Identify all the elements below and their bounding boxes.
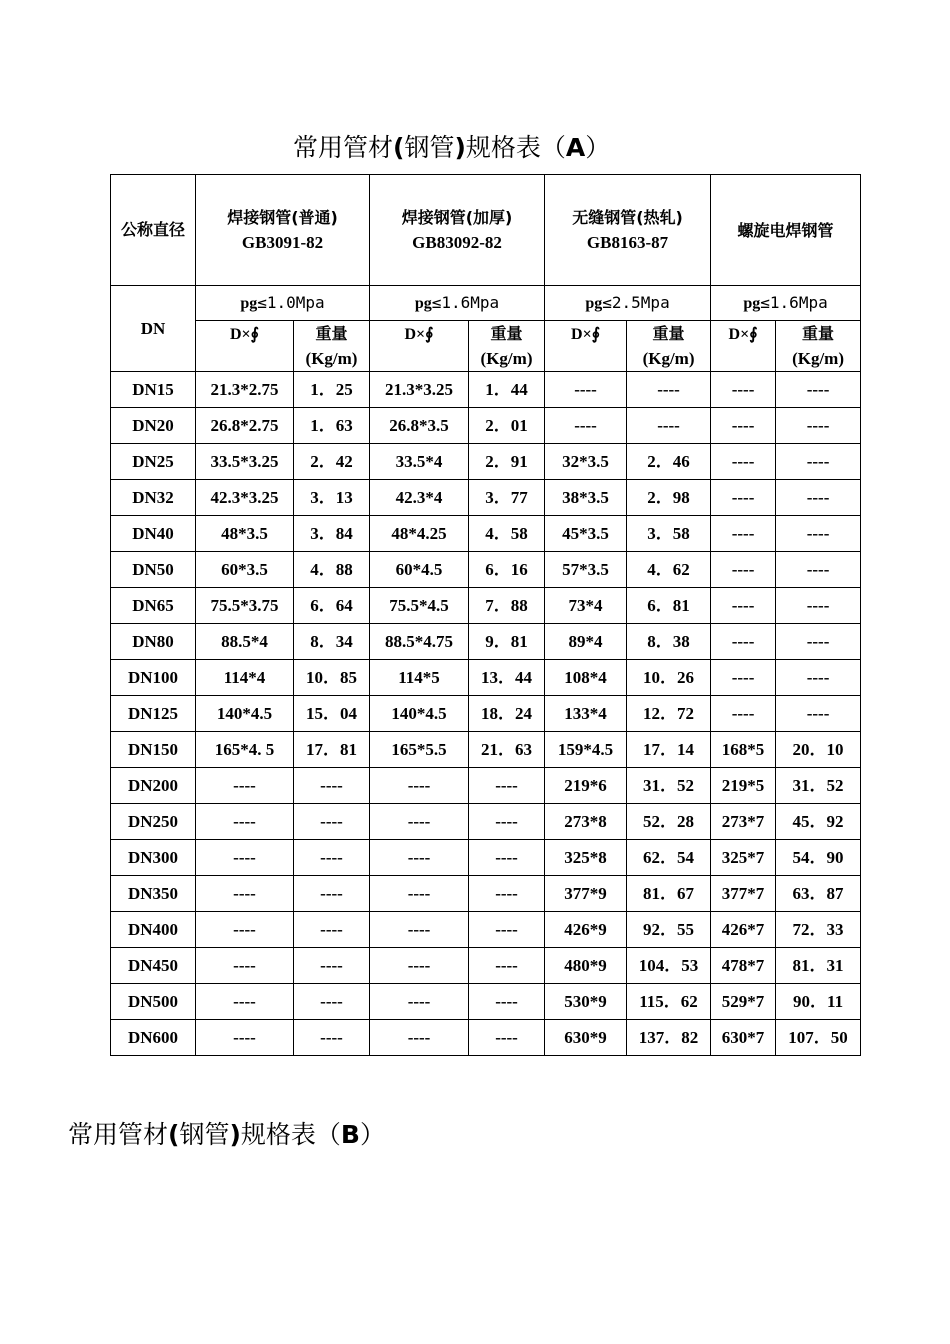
weight-cell: 45．92 bbox=[776, 804, 861, 840]
dimension-cell: 75.5*3.75 bbox=[196, 588, 294, 624]
table-row bbox=[111, 480, 861, 516]
weight-cell: 52．28 bbox=[627, 804, 711, 840]
title-paren-open: ( bbox=[168, 1120, 180, 1149]
title-text: 常用管材 bbox=[293, 133, 394, 162]
dimension-cell: 133*4 bbox=[545, 696, 627, 732]
table-b-title bbox=[68, 1120, 385, 1150]
weight-cell: ---- bbox=[294, 984, 370, 1020]
table-row bbox=[111, 840, 861, 876]
weight-header bbox=[469, 321, 545, 372]
dimension-cell: 140*4.5 bbox=[196, 696, 294, 732]
table-row bbox=[111, 876, 861, 912]
weight-cell: 6．64 bbox=[294, 588, 370, 624]
dimension-cell: ---- bbox=[370, 876, 469, 912]
weight-cell: ---- bbox=[469, 948, 545, 984]
dimension-cell: ---- bbox=[196, 912, 294, 948]
dimension-cell: ---- bbox=[196, 840, 294, 876]
dimension-cell: 273*7 bbox=[711, 804, 776, 840]
dimension-cell: 48*4.25 bbox=[370, 516, 469, 552]
dim-label: D×∮ bbox=[728, 326, 758, 343]
weight-cell: ---- bbox=[294, 912, 370, 948]
pressure-prefix: pg bbox=[414, 295, 432, 312]
title-text: ） bbox=[585, 133, 611, 162]
weight-cell: 7．88 bbox=[469, 588, 545, 624]
weight-cell: 8．38 bbox=[627, 624, 711, 660]
weight-cell: 3．13 bbox=[294, 480, 370, 516]
title-text: 规格表（ bbox=[240, 1120, 341, 1149]
weight-cell: ---- bbox=[776, 408, 861, 444]
dimension-cell: 26.8*2.75 bbox=[196, 408, 294, 444]
group-name: 无缝钢管(热轧) bbox=[572, 208, 683, 227]
dimension-cell: 33.5*4 bbox=[370, 444, 469, 480]
table-row bbox=[111, 408, 861, 444]
dimension-cell: 159*4.5 bbox=[545, 732, 627, 768]
dimension-cell: ---- bbox=[711, 444, 776, 480]
dimension-cell: ---- bbox=[545, 408, 627, 444]
dn-cell: DN400 bbox=[111, 912, 196, 948]
table-row bbox=[111, 660, 861, 696]
dimension-cell: 478*7 bbox=[711, 948, 776, 984]
weight-cell: 3．58 bbox=[627, 516, 711, 552]
table-row bbox=[111, 588, 861, 624]
dimension-cell: 630*7 bbox=[711, 1020, 776, 1056]
dimension-cell: 89*4 bbox=[545, 624, 627, 660]
weight-cell: ---- bbox=[627, 372, 711, 408]
table-body bbox=[111, 175, 861, 1056]
dn-cell: DN500 bbox=[111, 984, 196, 1020]
weight-cell: ---- bbox=[469, 912, 545, 948]
group-standard: GB83092-82 bbox=[412, 233, 502, 252]
dimension-cell: ---- bbox=[711, 624, 776, 660]
dimension-cell: 21.3*2.75 bbox=[196, 372, 294, 408]
dimension-cell: 60*3.5 bbox=[196, 552, 294, 588]
weight-unit: (Kg/m) bbox=[642, 349, 695, 368]
weight-cell: 72．33 bbox=[776, 912, 861, 948]
table-row bbox=[111, 516, 861, 552]
dimension-cell: 325*8 bbox=[545, 840, 627, 876]
dim-header bbox=[545, 321, 627, 372]
table-row bbox=[111, 984, 861, 1020]
dimension-cell: ---- bbox=[370, 984, 469, 1020]
table-row bbox=[111, 696, 861, 732]
dimension-cell: ---- bbox=[196, 804, 294, 840]
dim-label: D×∮ bbox=[404, 326, 434, 343]
pressure-value: ≤1.6Mpa bbox=[760, 293, 828, 312]
dimension-cell: 88.5*4.75 bbox=[370, 624, 469, 660]
dimension-cell: 57*3.5 bbox=[545, 552, 627, 588]
weight-cell: 63．87 bbox=[776, 876, 861, 912]
dn-cell: DN450 bbox=[111, 948, 196, 984]
table-row bbox=[111, 372, 861, 408]
header-row-columns bbox=[111, 321, 861, 372]
dn-cell: DN25 bbox=[111, 444, 196, 480]
group-name: 焊接钢管(加厚) bbox=[401, 208, 513, 227]
weight-unit: (Kg/m) bbox=[305, 349, 358, 368]
group-header-welded-thick bbox=[370, 175, 545, 286]
weight-cell: 137．82 bbox=[627, 1020, 711, 1056]
pressure-prefix: pg bbox=[585, 295, 603, 312]
weight-unit: (Kg/m) bbox=[480, 349, 533, 368]
group-header-welded-standard bbox=[196, 175, 370, 286]
dimension-cell: ---- bbox=[370, 768, 469, 804]
weight-cell: 31．52 bbox=[627, 768, 711, 804]
table-row bbox=[111, 624, 861, 660]
dimension-cell: 529*7 bbox=[711, 984, 776, 1020]
weight-cell: 1．63 bbox=[294, 408, 370, 444]
dimension-cell: 73*4 bbox=[545, 588, 627, 624]
dimension-cell: 377*9 bbox=[545, 876, 627, 912]
weight-cell: 90．11 bbox=[776, 984, 861, 1020]
weight-cell: 8．34 bbox=[294, 624, 370, 660]
dimension-cell: ---- bbox=[711, 372, 776, 408]
table-row bbox=[111, 1020, 861, 1056]
weight-cell: ---- bbox=[776, 624, 861, 660]
dimension-cell: 377*7 bbox=[711, 876, 776, 912]
group-name: 焊接钢管(普通) bbox=[227, 208, 338, 227]
weight-cell: 10．26 bbox=[627, 660, 711, 696]
weight-cell: ---- bbox=[294, 840, 370, 876]
weight-cell: 107．50 bbox=[776, 1020, 861, 1056]
title-text: ） bbox=[359, 1120, 385, 1149]
dimension-cell: ---- bbox=[370, 912, 469, 948]
weight-cell: ---- bbox=[469, 768, 545, 804]
weight-cell: 2．98 bbox=[627, 480, 711, 516]
group-standard: GB8163-87 bbox=[586, 233, 669, 252]
weight-cell: ---- bbox=[627, 408, 711, 444]
weight-cell: 2．42 bbox=[294, 444, 370, 480]
dimension-cell: 426*7 bbox=[711, 912, 776, 948]
dimension-cell: 26.8*3.5 bbox=[370, 408, 469, 444]
dimension-cell: 60*4.5 bbox=[370, 552, 469, 588]
weight-cell: 12．72 bbox=[627, 696, 711, 732]
pressure-value: ≤1.6Mpa bbox=[431, 293, 500, 312]
dimension-cell: ---- bbox=[196, 876, 294, 912]
table-row bbox=[111, 444, 861, 480]
dimension-cell: 140*4.5 bbox=[370, 696, 469, 732]
table-row bbox=[111, 912, 861, 948]
pressure-prefix: pg bbox=[240, 295, 258, 312]
dimension-cell: ---- bbox=[196, 984, 294, 1020]
dim-header bbox=[711, 321, 776, 372]
dimension-cell: 630*9 bbox=[545, 1020, 627, 1056]
dimension-cell: 168*5 bbox=[711, 732, 776, 768]
dn-cell: DN200 bbox=[111, 768, 196, 804]
weight-cell: 2．91 bbox=[469, 444, 545, 480]
weight-cell: ---- bbox=[469, 840, 545, 876]
dn-cell: DN20 bbox=[111, 408, 196, 444]
weight-cell: ---- bbox=[294, 1020, 370, 1056]
dimension-cell: ---- bbox=[711, 480, 776, 516]
pressure-value: ≤2.5Mpa bbox=[602, 293, 670, 312]
weight-cell: ---- bbox=[776, 516, 861, 552]
dimension-cell: ---- bbox=[196, 1020, 294, 1056]
weight-cell: 18．24 bbox=[469, 696, 545, 732]
weight-cell: 81．31 bbox=[776, 948, 861, 984]
dn-cell: DN80 bbox=[111, 624, 196, 660]
dim-label: D×∮ bbox=[229, 326, 259, 343]
nominal-diameter-header: 公称直径 bbox=[111, 175, 196, 286]
weight-cell: 9．81 bbox=[469, 624, 545, 660]
weight-cell: 6．16 bbox=[469, 552, 545, 588]
weight-cell: 21．63 bbox=[469, 732, 545, 768]
weight-cell: 3．84 bbox=[294, 516, 370, 552]
weight-cell: 31．52 bbox=[776, 768, 861, 804]
dimension-cell: 108*4 bbox=[545, 660, 627, 696]
dimension-cell: ---- bbox=[370, 804, 469, 840]
weight-cell: ---- bbox=[776, 588, 861, 624]
group-header-seamless bbox=[545, 175, 711, 286]
weight-header bbox=[627, 321, 711, 372]
dn-cell: DN250 bbox=[111, 804, 196, 840]
weight-cell: 2．46 bbox=[627, 444, 711, 480]
weight-label: 重量 bbox=[802, 324, 835, 343]
dimension-cell: ---- bbox=[196, 768, 294, 804]
weight-cell: 1．25 bbox=[294, 372, 370, 408]
dimension-cell: 21.3*3.25 bbox=[370, 372, 469, 408]
dimension-cell: 325*7 bbox=[711, 840, 776, 876]
dimension-cell: ---- bbox=[711, 552, 776, 588]
weight-cell: 3．77 bbox=[469, 480, 545, 516]
steel-pipe-spec-table bbox=[110, 174, 861, 1056]
weight-cell: 4．88 bbox=[294, 552, 370, 588]
weight-label: 重量 bbox=[652, 324, 685, 343]
group-name: 螺旋电焊钢管 bbox=[737, 220, 834, 240]
weight-cell: 4．62 bbox=[627, 552, 711, 588]
dimension-cell: 530*9 bbox=[545, 984, 627, 1020]
weight-cell: ---- bbox=[294, 768, 370, 804]
weight-cell: ---- bbox=[776, 696, 861, 732]
weight-cell: ---- bbox=[294, 804, 370, 840]
weight-cell: ---- bbox=[469, 1020, 545, 1056]
weight-cell: ---- bbox=[469, 984, 545, 1020]
weight-cell: 1．44 bbox=[469, 372, 545, 408]
dn-cell: DN600 bbox=[111, 1020, 196, 1056]
table-row bbox=[111, 948, 861, 984]
weight-cell: ---- bbox=[776, 660, 861, 696]
title-text: 钢管 bbox=[404, 133, 455, 162]
weight-cell: 17．81 bbox=[294, 732, 370, 768]
dimension-cell: ---- bbox=[711, 660, 776, 696]
dimension-cell: 114*4 bbox=[196, 660, 294, 696]
title-paren-close: ) bbox=[229, 1120, 241, 1149]
pressure-value: ≤1.0Mpa bbox=[257, 293, 325, 312]
weight-cell: ---- bbox=[469, 804, 545, 840]
weight-cell: 20．10 bbox=[776, 732, 861, 768]
weight-cell: 2．01 bbox=[469, 408, 545, 444]
dimension-cell: 38*3.5 bbox=[545, 480, 627, 516]
weight-cell: 104．53 bbox=[627, 948, 711, 984]
dimension-cell: ---- bbox=[711, 696, 776, 732]
weight-cell: 115．62 bbox=[627, 984, 711, 1020]
title-paren-close: ) bbox=[454, 133, 466, 162]
dn-header: DN bbox=[111, 286, 196, 372]
dn-cell: DN300 bbox=[111, 840, 196, 876]
weight-cell: 92．55 bbox=[627, 912, 711, 948]
dn-cell: DN65 bbox=[111, 588, 196, 624]
title-text: 常用管材 bbox=[68, 1120, 169, 1149]
dimension-cell: ---- bbox=[545, 372, 627, 408]
weight-label: 重量 bbox=[315, 324, 348, 343]
dimension-cell: ---- bbox=[196, 948, 294, 984]
weight-header bbox=[776, 321, 861, 372]
table-a-title bbox=[293, 133, 610, 163]
dimension-cell: 32*3.5 bbox=[545, 444, 627, 480]
group-header-spiral bbox=[711, 175, 861, 286]
dimension-cell: 48*3.5 bbox=[196, 516, 294, 552]
dn-cell: DN15 bbox=[111, 372, 196, 408]
dimension-cell: 114*5 bbox=[370, 660, 469, 696]
weight-cell: ---- bbox=[469, 876, 545, 912]
weight-cell: ---- bbox=[776, 444, 861, 480]
weight-label: 重量 bbox=[490, 324, 523, 343]
pressure-prefix: pg bbox=[743, 295, 761, 312]
weight-cell: 81．67 bbox=[627, 876, 711, 912]
weight-cell: 4．58 bbox=[469, 516, 545, 552]
dimension-cell: 45*3.5 bbox=[545, 516, 627, 552]
weight-cell: 54．90 bbox=[776, 840, 861, 876]
dimension-cell: 42.3*4 bbox=[370, 480, 469, 516]
pressure-cell bbox=[711, 286, 861, 321]
title-text: 钢管 bbox=[179, 1120, 230, 1149]
dn-cell: DN40 bbox=[111, 516, 196, 552]
weight-cell: 17．14 bbox=[627, 732, 711, 768]
dn-cell: DN350 bbox=[111, 876, 196, 912]
dimension-cell: 88.5*4 bbox=[196, 624, 294, 660]
table-row bbox=[111, 804, 861, 840]
title-letter: A bbox=[565, 133, 586, 162]
weight-cell: 10．85 bbox=[294, 660, 370, 696]
weight-cell: 15．04 bbox=[294, 696, 370, 732]
dimension-cell: ---- bbox=[711, 408, 776, 444]
dimension-cell: 219*6 bbox=[545, 768, 627, 804]
title-paren-open: ( bbox=[393, 133, 405, 162]
weight-cell: ---- bbox=[294, 948, 370, 984]
dimension-cell: 165*5.5 bbox=[370, 732, 469, 768]
dimension-cell: ---- bbox=[711, 516, 776, 552]
title-letter: B bbox=[340, 1120, 360, 1149]
weight-cell: ---- bbox=[776, 552, 861, 588]
dim-label: D×∮ bbox=[571, 326, 601, 343]
dim-header bbox=[196, 321, 294, 372]
header-row-groups bbox=[111, 175, 861, 286]
header-row-pressure bbox=[111, 286, 861, 321]
dimension-cell: 273*8 bbox=[545, 804, 627, 840]
dn-cell: DN32 bbox=[111, 480, 196, 516]
pressure-cell bbox=[196, 286, 370, 321]
dimension-cell: 480*9 bbox=[545, 948, 627, 984]
dim-header bbox=[370, 321, 469, 372]
weight-cell: ---- bbox=[776, 480, 861, 516]
weight-cell: 6．81 bbox=[627, 588, 711, 624]
weight-cell: ---- bbox=[776, 372, 861, 408]
dimension-cell: 42.3*3.25 bbox=[196, 480, 294, 516]
pressure-cell bbox=[370, 286, 545, 321]
dn-cell: DN100 bbox=[111, 660, 196, 696]
table-row bbox=[111, 552, 861, 588]
weight-cell: ---- bbox=[294, 876, 370, 912]
table-row bbox=[111, 768, 861, 804]
weight-cell: 62．54 bbox=[627, 840, 711, 876]
dimension-cell: ---- bbox=[711, 588, 776, 624]
table-row bbox=[111, 732, 861, 768]
dn-cell: DN150 bbox=[111, 732, 196, 768]
dimension-cell: 219*5 bbox=[711, 768, 776, 804]
dimension-cell: ---- bbox=[370, 1020, 469, 1056]
dimension-cell: 75.5*4.5 bbox=[370, 588, 469, 624]
dimension-cell: ---- bbox=[370, 948, 469, 984]
weight-cell: 13．44 bbox=[469, 660, 545, 696]
dn-cell: DN125 bbox=[111, 696, 196, 732]
dimension-cell: 165*4. 5 bbox=[196, 732, 294, 768]
dn-cell: DN50 bbox=[111, 552, 196, 588]
dimension-cell: 426*9 bbox=[545, 912, 627, 948]
pressure-cell bbox=[545, 286, 711, 321]
weight-unit: (Kg/m) bbox=[792, 349, 845, 368]
dimension-cell: 33.5*3.25 bbox=[196, 444, 294, 480]
group-standard: GB3091-82 bbox=[241, 233, 324, 252]
weight-header bbox=[294, 321, 370, 372]
dimension-cell: ---- bbox=[370, 840, 469, 876]
title-text: 规格表（ bbox=[465, 133, 566, 162]
